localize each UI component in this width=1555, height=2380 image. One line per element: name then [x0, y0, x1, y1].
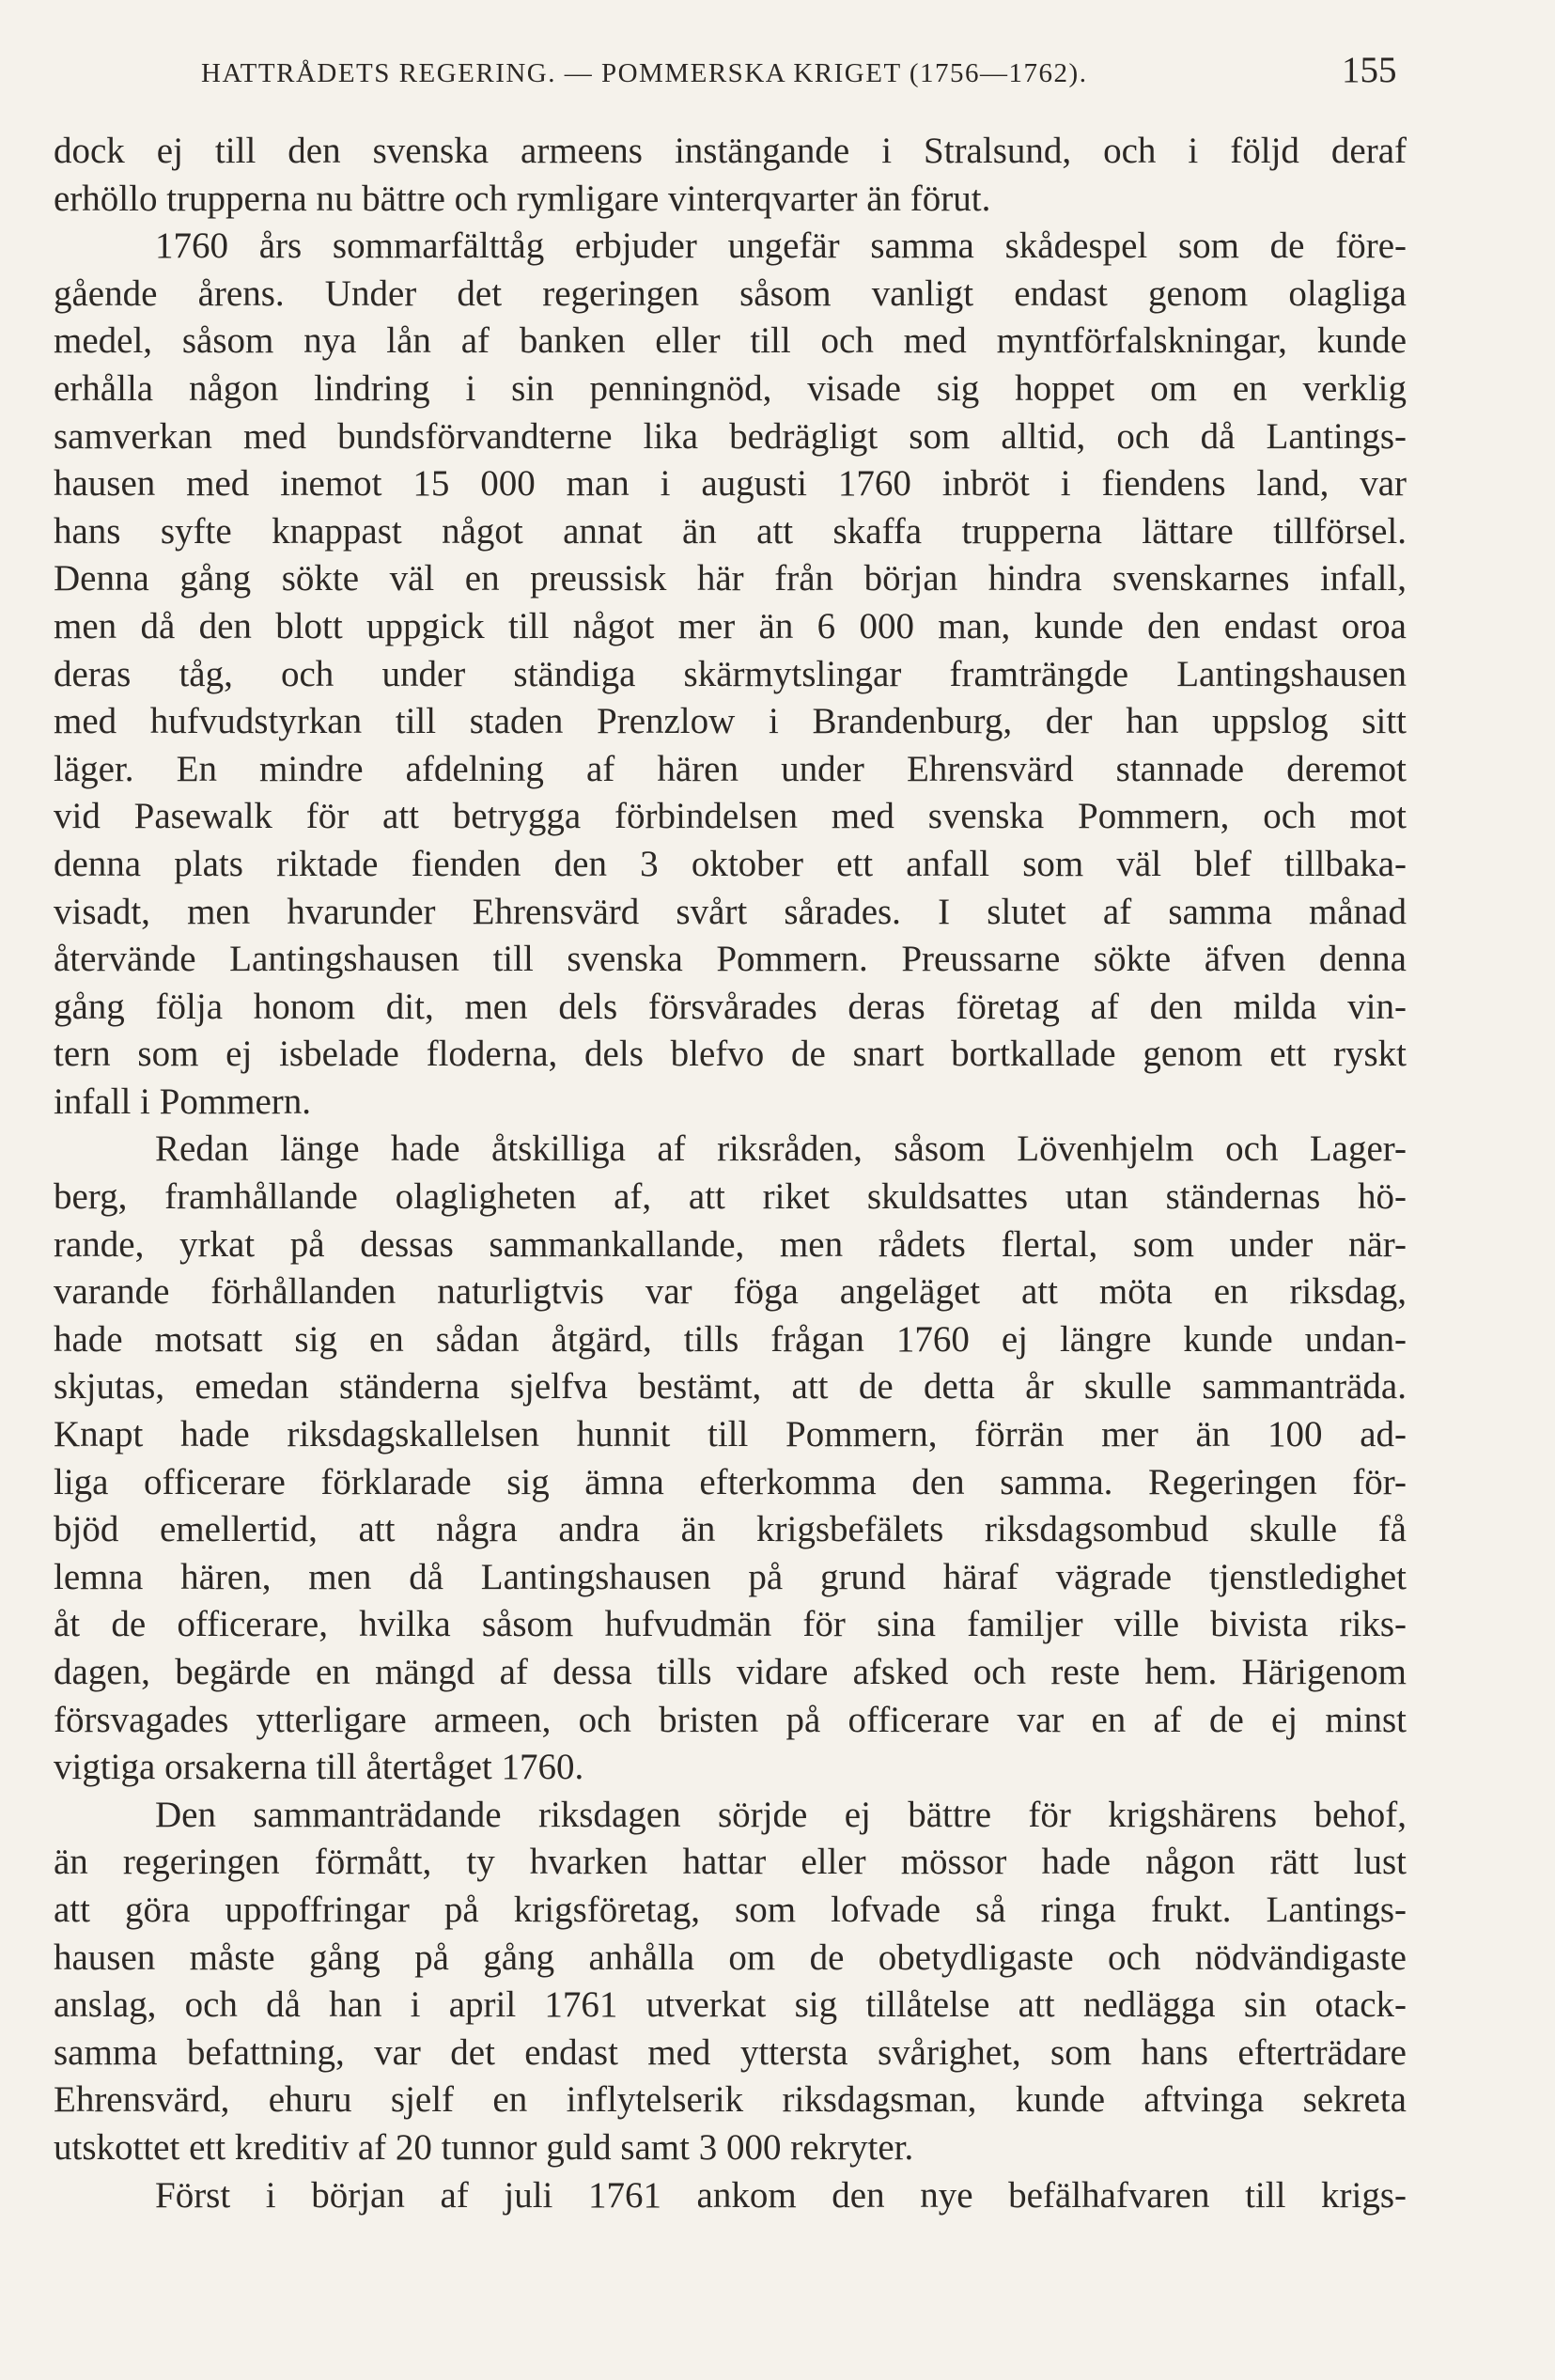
text-line: Ehrensvärd, ehuru sjelf en inflytelserik riksdagsman, kunde aftvinga sekreta	[54, 2079, 1407, 2121]
text-line: utskottet ett kreditiv af 20 tunnor guld samt 3 000 rekryter.	[54, 2126, 914, 2168]
text-line: att göra uppoffringar på krigsföretag, som lofvade så ringa frukt. Lantings-	[54, 1889, 1407, 1930]
text-line: erhålla någon lindring i sin penningnöd, visade sig hoppet om en verklig	[54, 367, 1407, 409]
text-line: än regeringen förmått, ty hvarken hattar eller mössor hade någon rätt lust	[54, 1842, 1407, 1883]
body-text	[54, 128, 1407, 2219]
text-line: medel, såsom nya lån af banken eller till och med myntförfalskningar, kunde	[54, 320, 1407, 362]
text-line: återvände Lantingshausen till svenska Pommern. Preussarne sökte äfven denna	[54, 939, 1407, 980]
text-line: men då den blott uppgick till något mer än 6 000 man, kunde den endast oroa	[54, 605, 1407, 646]
text-line: infall i Pommern.	[54, 1081, 312, 1122]
text-line: erhöllo trupperna nu bättre och rymligare vinterqvarter än förut.	[54, 178, 991, 219]
page-header	[0, 49, 1555, 105]
text-line: Den sammanträdande riksdagen sörjde ej bättre för krigshärens behof,	[155, 1794, 1407, 1835]
text-line: Knapt hade riksdagskallelsen hunnit till Pommern, förrän mer än 100 ad-	[54, 1414, 1407, 1455]
text-line: dagen, begärde en mängd af dessa tills vidare afsked och reste hem. Härigenom	[54, 1652, 1407, 1692]
text-line: denna plats riktade fienden den 3 oktober ett anfall som väl blef tillbaka-	[54, 843, 1407, 884]
text-line: berg, framhållande olagligheten af, att riket skuldsattes utan ständernas hö-	[54, 1176, 1407, 1218]
text-line: rande, yrkat på dessas sammankallande, men rådets flertal, som under när-	[54, 1223, 1407, 1265]
text-line: samma befattning, var det endast med yttersta svårighet, som hans efterträdare	[54, 2031, 1407, 2073]
text-line: tern som ej isbelade floderna, dels blefvo de snart bortkallade genom ett ryskt	[54, 1034, 1407, 1075]
text-line: gående årens. Under det regeringen såsom vanligt endast genom olagliga	[54, 272, 1407, 314]
page-number: 155	[1342, 50, 1397, 90]
text-line: lemna hären, men då Lantingshausen på grund häraf vägrade tjenstledighet	[54, 1556, 1407, 1597]
text-line: försvagades ytterligare armeen, och bristen på officerare var en af de ej minst	[54, 1699, 1407, 1740]
text-line: visadt, men hvarunder Ehrensvärd svårt sårades. I slutet af samma månad	[54, 891, 1407, 932]
text-line: liga officerare förklarade sig ämna efterkomma den samma. Regeringen för-	[54, 1461, 1407, 1502]
text-line: samverkan med bundsförvandterne lika bedrägligt som alltid, och då Lantings-	[54, 415, 1407, 457]
text-line: Redan länge hade åtskilliga af riksråden, såsom Lövenhjelm och Lager-	[155, 1128, 1407, 1170]
text-line: deras tåg, och under ständiga skärmytslingar framträngde Lantingshausen	[54, 653, 1407, 694]
text-line: hausen måste gång på gång anhålla om de obetydligaste och nödvändigaste	[54, 1937, 1407, 1978]
text-line: vigtiga orsakerna till återtåget 1760.	[54, 1747, 584, 1788]
text-line: Denna gång sökte väl en preussisk här från början hindra svenskarnes infall,	[54, 558, 1407, 599]
text-line: hans syfte knappast något annat än att skaffa trupperna lättare tillförsel.	[54, 510, 1407, 552]
text-line: hausen med inemot 15 000 man i augusti 1760 inbröt i fiendens land, var	[54, 463, 1407, 505]
text-line: Först i början af juli 1761 ankom den nye befälhafvaren till krigs-	[155, 2174, 1407, 2216]
text-line: skjutas, emedan ständerna sjelfva bestämt, att de detta år skulle sammanträda.	[54, 1366, 1407, 1408]
text-line: vid Pasewalk för att betrygga förbindelsen med svenska Pommern, och mot	[54, 796, 1407, 837]
text-line: varande förhållanden naturligtvis var föga angeläget att möta en riksdag,	[54, 1271, 1407, 1313]
running-head: HATTRÅDETS REGERING. — POMMERSKA KRIGET (1756—1762).	[201, 58, 1088, 88]
text-line: hade motsatt sig en sådan åtgärd, tills frågan 1760 ej längre kunde undan-	[54, 1318, 1407, 1360]
text-line: dock ej till den svenska armeens instängande i Stralsund, och i följd deraf	[54, 131, 1407, 171]
text-line: läger. En mindre afdelning af hären under Ehrensvärd stannade deremot	[54, 748, 1407, 789]
text-line: bjöd emellertid, att några andra än krigsbefälets riksdagsombud skulle få	[54, 1509, 1407, 1550]
text-line: med hufvudstyrkan till staden Prenzlow i Brandenburg, der han uppslog sitt	[54, 701, 1407, 742]
text-line: gång följa honom dit, men dels försvårades deras företag af den milda vin-	[54, 986, 1407, 1027]
text-line: anslag, och då han i april 1761 utverkat sig tillåtelse att nedlägga sin otack-	[54, 1984, 1407, 2026]
text-line: åt de officerare, hvilka såsom hufvudmän för sina familjer ville bivista riks-	[54, 1604, 1407, 1645]
text-line: 1760 års sommarfälttåg erbjuder ungefär samma skådespel som de före-	[155, 226, 1407, 267]
